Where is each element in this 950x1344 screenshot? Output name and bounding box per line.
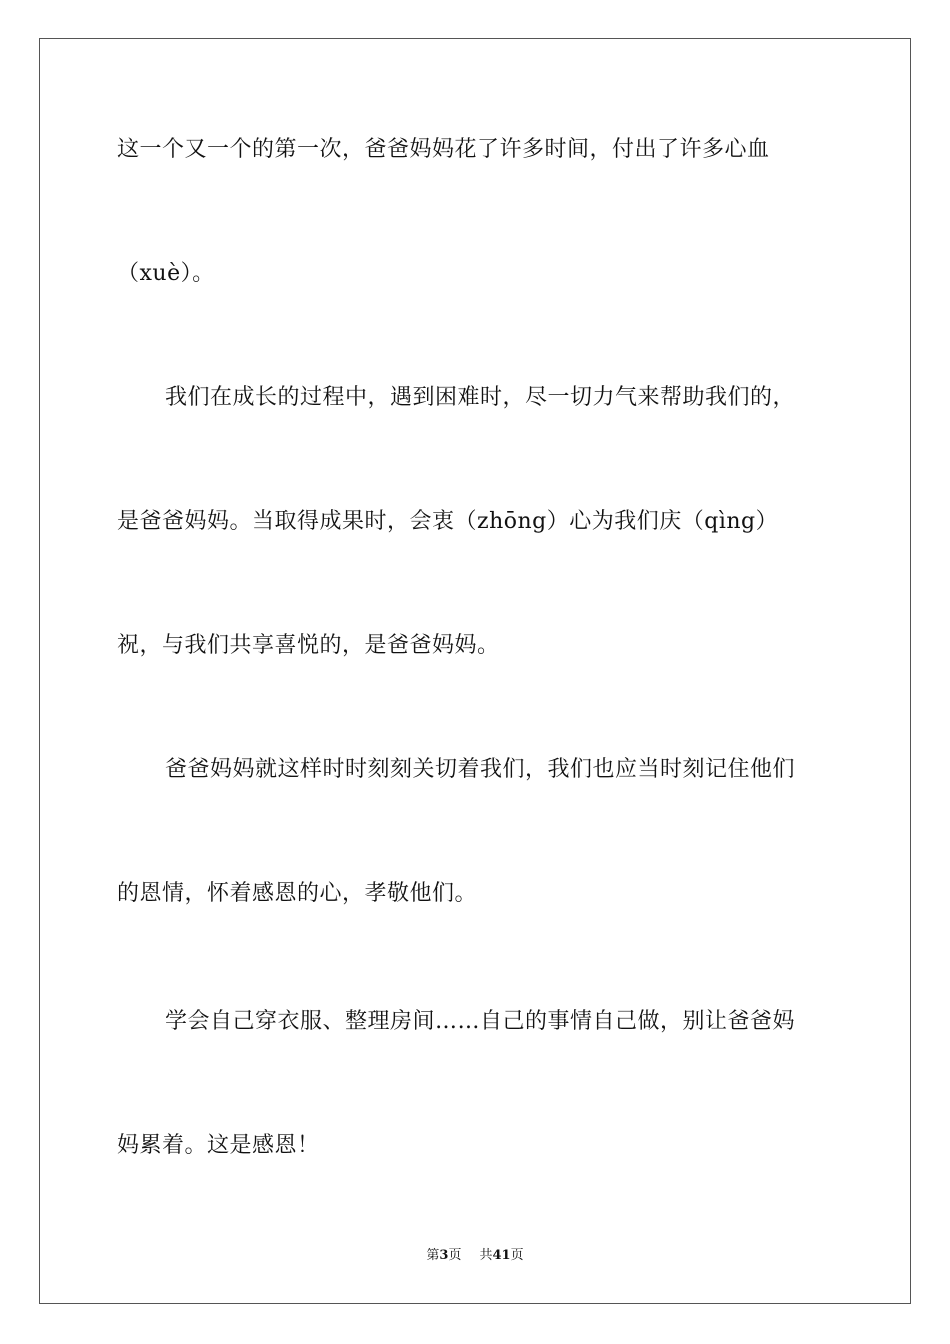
total-prefix: 共 [479, 1248, 493, 1263]
body-text-line: 的恩情，怀着感恩的心，孝敬他们。 [117, 881, 478, 906]
paragraph-first-line: 爸爸妈妈就这样时时刻刻关切着我们，我们也应当时刻记住他们 [165, 757, 796, 782]
body-text-line: 是爸爸妈妈。当取得成果时，会衷（zhōng）心为我们庆（qìng） [117, 509, 779, 534]
total-pages: 41 [492, 1248, 511, 1263]
page-footer [0, 1247, 950, 1265]
total-suffix: 页 [510, 1248, 524, 1263]
body-text-line: 妈累着。这是感恩！ [117, 1133, 320, 1158]
paragraph-first-line: 我们在成长的过程中，遇到困难时，尽一切力气来帮助我们的， [165, 385, 796, 410]
page-number: 3 [439, 1248, 449, 1263]
paragraph-first-line: 学会自己穿衣服、整理房间……自己的事情自己做，别让爸爸妈 [165, 1009, 796, 1034]
body-text-line: 这一个又一个的第一次，爸爸妈妈花了许多时间，付出了许多心血 [117, 137, 770, 162]
page-frame [39, 38, 911, 1304]
body-text-line: （xuè）。 [117, 261, 215, 286]
page-suffix: 页 [448, 1248, 462, 1263]
page-prefix: 第 [426, 1248, 440, 1263]
body-text-line: 祝，与我们共享喜悦的，是爸爸妈妈。 [117, 633, 500, 658]
